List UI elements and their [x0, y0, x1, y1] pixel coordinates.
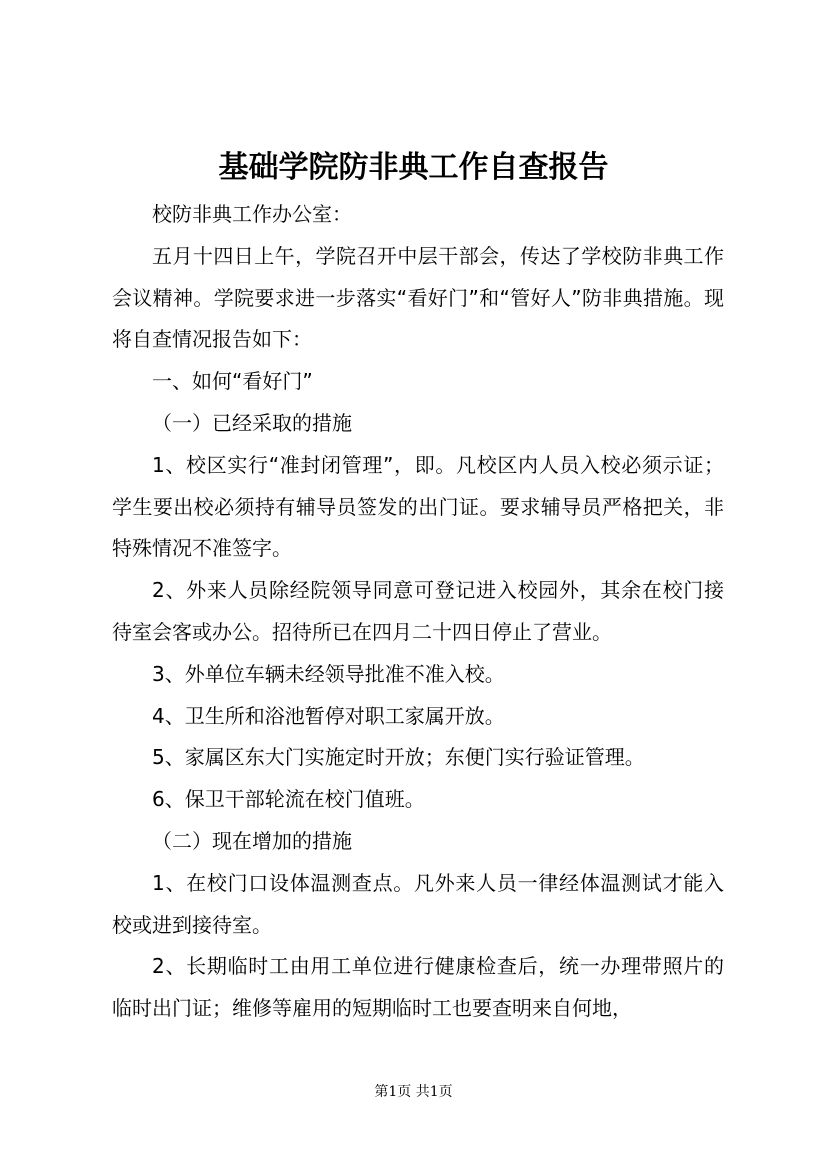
page-footer: 第1页 共1页: [374, 1084, 453, 1100]
new-measure-item-2: 2、长期临时工由用工单位进行健康检查后，统一办理带照片的临时出门证；维修等雇用的短期临时工也要查明来自何地，: [112, 954, 724, 1021]
measure-item-5: 5、家属区东大门实施定时开放；东便门实行验证管理。: [152, 745, 645, 770]
measure-item-4: 4、卫生所和浴池暂停对职工家属开放。: [152, 703, 505, 728]
document-title: 基础学院防非典工作自查报告: [218, 150, 609, 185]
paragraph-intro: 五月十四日上午，学院召开中层干部会，传达了学校防非典工作会议精神。学院要求进一步落实“看好门”和“管好人”防非典措施。现将自查情况报告如下：: [112, 243, 724, 352]
measure-item-3: 3、外单位车辆未经领导批准不准入校。: [152, 661, 505, 686]
subsection-heading-1: （一）已经采取的措施: [152, 410, 352, 435]
subsection-heading-2: （二）现在增加的措施: [152, 828, 352, 853]
measure-item-6: 6、保卫干部轮流在校门值班。: [152, 787, 425, 812]
new-measure-item-1: 1、在校门口设体温测查点。凡外来人员一律经体温测试才能入校或进到接待室。: [112, 870, 724, 937]
measure-item-1: 1、校区实行“准封闭管理”，即。凡校区内人员入校必须示证；学生要出校必须持有辅导员签发的出门证。要求辅导员严格把关，非特殊情况不准签字。: [112, 452, 724, 561]
section-heading-1: 一、如何“看好门”: [152, 369, 313, 394]
document-body: [112, 194, 724, 1030]
paragraph-recipient: 校防非典工作办公室：: [152, 202, 352, 226]
measure-item-2: 2、外来人员除经院领导同意可登记进入校园外，其余在校门接待室会客或办公。招待所已在四月二十四日停止了营业。: [112, 578, 724, 644]
